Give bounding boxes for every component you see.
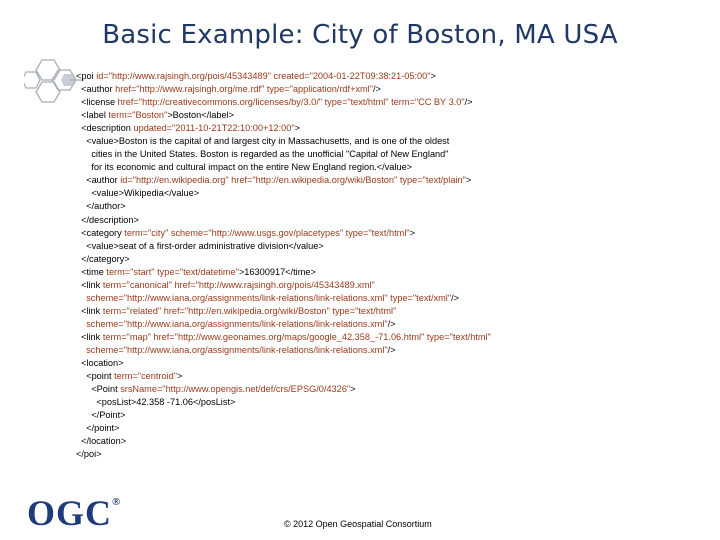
code-line: [76, 422, 712, 435]
xml-attributes: scheme="http://www.iana.org/assignments/link-relations/link-relations.xml": [76, 344, 388, 355]
xml-text: <license: [76, 97, 118, 108]
xml-text: </point>: [76, 423, 120, 434]
xml-text: <author: [76, 84, 116, 95]
xml-text: <author: [76, 175, 121, 186]
code-line: [76, 357, 712, 370]
code-line: [76, 83, 712, 96]
xml-attributes: updated="2011-10-21T22:10:00+12:00": [133, 123, 295, 134]
xml-text: <poi: [76, 71, 97, 81]
xml-text: <category: [76, 227, 125, 238]
code-line: [76, 331, 712, 344]
copyright-text: © 2012 Open Geospatial Consortium: [284, 519, 432, 529]
code-line: [76, 383, 712, 396]
xml-text: <Point: [76, 384, 121, 395]
code-line: [76, 344, 712, 357]
code-line: [76, 174, 712, 187]
code-line: [76, 279, 712, 292]
code-line: [76, 396, 712, 409]
xml-text: </location>: [76, 436, 127, 447]
code-line: [76, 187, 712, 200]
code-line: [76, 227, 712, 240]
hexagon-cluster-icon: [24, 58, 84, 104]
code-line: [76, 70, 712, 83]
code-line: [76, 214, 712, 227]
xml-text: </category>: [76, 253, 130, 264]
slide-title: Basic Example: City of Boston, MA USA: [102, 20, 618, 50]
xml-attributes: term="city" scheme="http://www.usgs.gov/placetypes" type="text/html": [124, 227, 410, 238]
xml-text: <point: [76, 371, 115, 382]
xml-text: </author>: [76, 201, 126, 212]
xml-text: >: [350, 384, 356, 395]
xml-text: </Point>: [76, 410, 126, 421]
code-line: [76, 435, 712, 448]
xml-text: </poi>: [76, 449, 102, 460]
xml-attributes: srsName="http://www.opengis.net/def/crs/EPSG/0/4326": [120, 384, 351, 395]
xml-attributes: term="map" href="http://www.geonames.org/maps/google_42.358_-71.06.html" type="text/html": [102, 331, 491, 342]
code-line: [76, 448, 712, 461]
xml-text: <location>: [76, 358, 124, 369]
xml-attributes: term="canonical" href="http://www.rajsingh.org/pois/45343489.xml": [102, 279, 375, 290]
xml-text: <value>Wikipedia</value>: [76, 188, 200, 199]
code-line: [76, 305, 712, 318]
code-line: [76, 409, 712, 422]
xml-attributes: scheme="http://www.iana.org/assignments/link-relations/link-relations.xml" type="text/xml": [76, 292, 452, 303]
code-line: [76, 318, 712, 331]
xml-attributes: term="Boston": [108, 110, 168, 121]
xml-text: <posList>42.358 -71.06</posList>: [76, 397, 236, 408]
xml-text: />: [387, 344, 396, 355]
xml-text: >: [465, 175, 472, 186]
xml-text: <description: [76, 123, 134, 134]
xml-text: />: [387, 318, 396, 329]
xml-text: >: [409, 227, 415, 238]
xml-text: />: [464, 97, 473, 108]
code-line: [76, 370, 712, 383]
code-line: [76, 253, 712, 266]
xml-attributes: term="related" href="http://en.wikipedia.org/wiki/Boston" type="text/html": [102, 305, 397, 316]
xml-attributes: id="http://www.rajsingh.org/pois/45343489" created="2004-01-22T09:38:21-05:00": [96, 71, 431, 81]
xml-text: for its economic and cultural impact on the entire New England region.</value>: [76, 162, 413, 173]
xml-text: />: [373, 84, 381, 95]
code-line: [76, 135, 712, 148]
xml-text: >16300917</time>: [238, 266, 316, 277]
code-line: [76, 240, 712, 253]
xml-attributes: term="start" type="text/datetime": [106, 266, 239, 277]
code-line: [76, 148, 712, 161]
ogc-logo: OGC®: [27, 493, 122, 533]
xml-attributes: href="http://creativecommons.org/licenses/by/3.0/" type="text/html" term="CC BY 3.0": [117, 97, 465, 108]
xml-attributes: href="http://www.rajsingh.org/me.rdf" type="application/rdf+xml": [115, 84, 373, 95]
code-line: [76, 292, 712, 305]
xml-code-block: [76, 70, 712, 461]
xml-text: </description>: [76, 214, 139, 225]
xml-attributes: id="http://en.wikipedia.org" href="http://en.wikipedia.org/wiki/Boston" type="text/plain": [120, 175, 466, 186]
xml-text: <link: [76, 279, 103, 290]
code-line: [76, 266, 712, 279]
xml-text: >Boston</label>: [167, 110, 234, 121]
code-line: [76, 96, 712, 109]
xml-text: >: [177, 371, 183, 382]
xml-text: <link: [76, 305, 103, 316]
code-line: [76, 109, 712, 122]
xml-text: <label: [76, 110, 109, 121]
code-line: [76, 122, 712, 135]
xml-attributes: scheme="http://www.iana.org/assignments/link-relations/link-relations.xml": [76, 318, 388, 329]
xml-text: >: [430, 71, 436, 81]
xml-text: >: [294, 123, 300, 134]
xml-text: <link: [76, 331, 103, 342]
xml-attributes: term="centroid": [114, 371, 178, 382]
xml-text: cities in the United States. Boston is regarded as the unofficial "Capital of New England": [76, 149, 449, 160]
xml-text: <value>Boston is the capital of and largest city in Massachusetts, and is one of the oldest: [76, 136, 450, 147]
code-line: [76, 161, 712, 174]
code-line: [76, 200, 712, 213]
xml-text: />: [451, 292, 459, 303]
xml-text: <value>seat of a first-order administrative division</value>: [76, 240, 324, 251]
xml-text: <time: [76, 266, 107, 277]
